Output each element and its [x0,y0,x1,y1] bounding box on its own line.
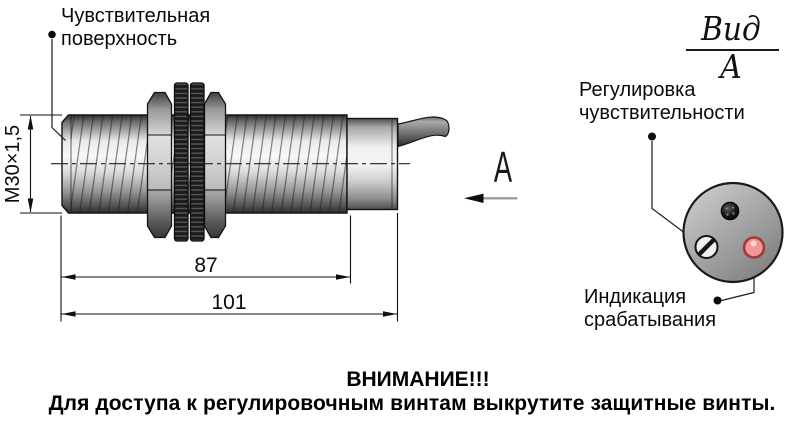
view-a-title: Вид А [701,9,761,86]
knurled-washer-left [175,83,189,241]
leader-dot-sensitive-surface [48,31,56,39]
adjustment-screw-icon [696,236,718,258]
sensitivity-adjustment-label-line1: Регулировка [579,79,696,101]
operation-indication-label-line1: Индикация [584,286,687,308]
warning-text: Для доступа к регулировочным винтам выкрутите защитные винты. [48,392,776,415]
sensor-rear-view [684,183,783,282]
view-direction-arrow [464,194,518,203]
hex-nut-left [148,93,172,238]
knurled-washer-right [191,83,205,241]
operation-indication-label-line2: срабатывания [584,309,717,331]
hex-nut-right [205,93,226,238]
dimension-87-label: 87 [194,254,218,277]
operation-indication-label [584,286,716,332]
view-arrow-letter: А [493,143,513,192]
sensitive-surface-label-line1: Чувствительная [61,5,211,27]
sensitive-surface-label [61,5,210,51]
rear-face-circle [684,183,783,282]
sensitive-surface-label-line2: поверхность [61,28,178,50]
sensor-side-view [62,83,449,241]
cable [398,117,449,146]
led-indicator-icon [744,238,764,258]
view-a-underline [686,49,779,51]
warning-title: ВНИМАНИЕ!!! [346,368,490,391]
dimension-101-label: 101 [211,291,247,314]
protective-screw-icon [721,202,739,220]
leader-dot-adjustment [648,133,656,141]
sensitivity-adjustment-label-line2: чувствительности [579,102,745,124]
thread-dimension-label: М30×1,5 [2,124,24,204]
sensitivity-adjustment-label [579,79,745,125]
